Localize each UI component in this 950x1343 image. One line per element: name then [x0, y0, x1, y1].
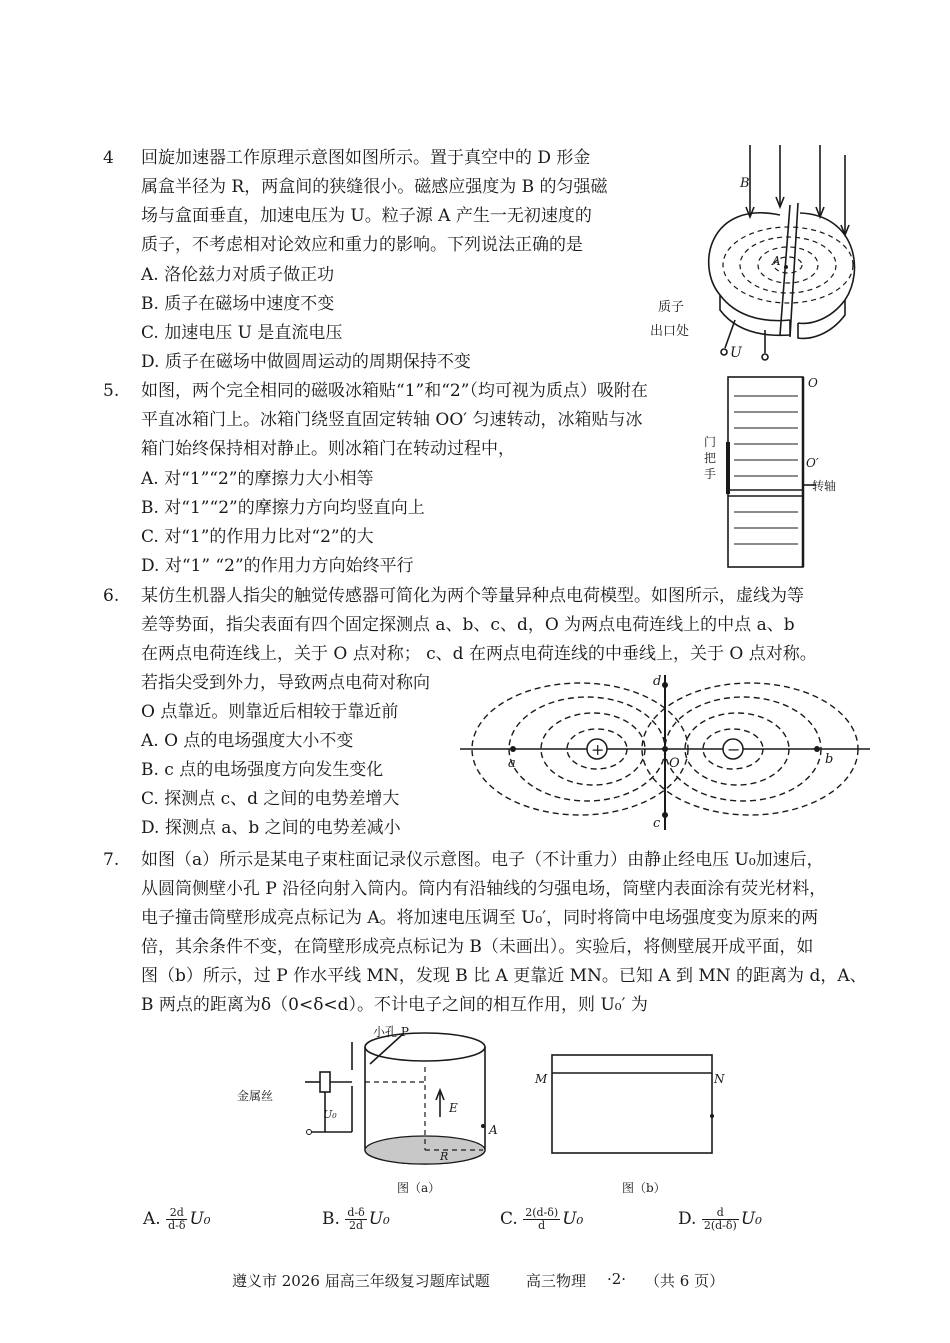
option-tail: U₀: [740, 1209, 762, 1229]
question-number: 5.: [103, 381, 120, 401]
question-text-line: 箱门始终保持相对静止。则冰箱门在转动过程中，: [141, 439, 515, 459]
cyclotron-figure: [640, 145, 880, 370]
option-d: [678, 1205, 762, 1233]
option-d: D. 质子在磁场中做圆周运动的周期保持不变: [141, 352, 471, 372]
question-text-line: 回旋加速器工作原理示意图如图所示。置于真空中的 D 形金: [141, 148, 591, 168]
denominator: 2d: [348, 1219, 364, 1232]
fraction: [523, 1207, 560, 1232]
label-axis: 转轴: [812, 479, 837, 493]
question-text-line: 质子，不考虑相对论效应和重力的影响。下列说法正确的是: [141, 235, 583, 255]
question-text-line: 电子撞击筒壁形成亮点标记为 A。将加速电压调至 U₀′，同时将筒中电场强度变为原来的两: [141, 908, 819, 928]
label-o: O: [669, 756, 680, 771]
label-a: a: [508, 756, 516, 771]
label-o: O: [808, 376, 818, 390]
question-text-line: 某仿生机器人指尖的触觉传感器可简化为两个等量异种点电荷模型。如图所示，虚线为等: [141, 586, 804, 606]
option-letter: A.: [143, 1209, 161, 1229]
label-exit: 出口处: [650, 324, 690, 339]
option-c: C. 加速电压 U 是直流电压: [141, 323, 343, 343]
question-number: 4: [103, 148, 114, 168]
question-text-line: 图（b）所示，过 P 作水平线 MN，发现 B 比 A 更靠近 MN。已知 A 到 MN 的距离为 d，A、: [141, 966, 867, 986]
question-text-line: 从圆筒侧壁小孔 P 沿径向射入筒内。筒内有沿轴线的匀强电场，筒壁内表面涂有荧光材料，: [141, 879, 827, 899]
question-text-line: O 点靠近。则靠近后相较于靠近前: [141, 702, 399, 722]
option-c: C. 对“1”的作用力比对“2”的大: [141, 527, 374, 547]
label-hole: 小孔 P: [373, 1025, 409, 1039]
option-letter: C.: [500, 1209, 518, 1229]
fraction: [702, 1207, 739, 1232]
option-a: [143, 1205, 211, 1233]
caption-b: 图（b）: [622, 1181, 666, 1195]
question-number: 7.: [103, 850, 120, 870]
option-d: D. 对“1” “2”的作用力方向始终平行: [141, 556, 414, 576]
footer-page: ·2·: [607, 1270, 627, 1288]
minus-charge: −: [727, 740, 741, 759]
question-text-line: 平直冰箱门上。冰箱门绕竖直固定转轴 OO′ 匀速转动，冰箱贴与冰: [141, 410, 643, 430]
footer-subject: 高三物理: [526, 1272, 587, 1290]
dipole-figure: [455, 665, 875, 837]
label-exit: 质子: [658, 300, 685, 315]
label-a: A: [489, 1123, 498, 1137]
numerator: d: [702, 1207, 739, 1220]
question-text-line: 倍，其余条件不变，在筒壁形成亮点标记为 B（未画出）。实验后，将侧壁展开成平面，如: [141, 937, 814, 957]
label-u: U: [730, 345, 742, 361]
label-a: A: [772, 254, 781, 268]
denominator: d: [538, 1219, 546, 1232]
question-text-line: 若指尖受到外力，导致两点电荷对称向: [141, 673, 430, 693]
denominator: 2(d-δ): [703, 1219, 737, 1232]
label-e: E: [449, 1101, 458, 1115]
fraction: [166, 1207, 187, 1232]
option-d: D. 探测点 a、b 之间的电势差减小: [141, 818, 401, 838]
label-r: R: [440, 1150, 449, 1163]
option-c: C. 探测点 c、d 之间的电势差增大: [141, 789, 400, 809]
option-b: B. 质子在磁场中速度不变: [141, 294, 335, 314]
option-tail: U₀: [189, 1209, 211, 1229]
option-b: B. 对“1”“2”的摩擦力方向均竖直向上: [141, 498, 425, 518]
question-text-line: 差等势面，指尖表面有四个固定探测点 a、b、c、d，O 为两点电荷连线上的中点 a、b: [141, 615, 795, 635]
option-tail: U₀: [368, 1209, 390, 1229]
question-text-line: 在两点电荷连线上，关于 O 点对称； c、d 在两点电荷连线的中垂线上，关于 O 点对称。: [141, 644, 817, 664]
footer-total: （共 6 页）: [645, 1272, 725, 1290]
label-handle: 手: [704, 467, 717, 481]
fraction: [345, 1207, 366, 1232]
unrolled-wall-figure: [530, 1040, 730, 1200]
option-letter: B.: [322, 1209, 340, 1229]
question-text-line: 属盒半径为 R，两盒间的狭缝很小。磁感应强度为 B 的匀强磁: [141, 177, 608, 197]
label-d: d: [653, 674, 662, 689]
option-a: A. 对“1”“2”的摩擦力大小相等: [141, 469, 374, 489]
cylinder-recorder-figure: [225, 1022, 515, 1202]
label-o-prime: O′: [806, 456, 819, 470]
numerator: 2(d-δ): [525, 1206, 559, 1219]
fridge-door-figure: [700, 372, 850, 572]
label-handle: 门: [704, 435, 717, 449]
label-b: B: [740, 176, 750, 191]
question-text-line: B 两点的距离为δ（0<δ<d）。不计电子之间的相互作用，则 U₀′ 为: [141, 995, 648, 1015]
caption-a: 图（a）: [397, 1181, 441, 1195]
label-handle: 把: [704, 451, 717, 465]
option-tail: U₀: [562, 1209, 584, 1229]
option-letter: D.: [678, 1209, 697, 1229]
option-b: [322, 1205, 390, 1233]
question-text-line: 如图，两个完全相同的磁吸冰箱贴“1”和“2”（均可视为质点）吸附在: [141, 381, 648, 401]
question-number: 6.: [103, 586, 120, 606]
label-wire: 金属丝: [237, 1089, 274, 1103]
option-a: A. 洛伦兹力对质子做正功: [141, 265, 335, 285]
footer-exam: 遵义市 2026 届高三年级复习题库试题: [232, 1272, 490, 1290]
label-b: b: [825, 752, 834, 767]
numerator: d-δ: [347, 1206, 365, 1219]
plus-charge: +: [591, 740, 605, 759]
question-text-line: 如图（a）所示是某电子束柱面记录仪示意图。电子（不计重力）由静止经电压 U₀加速后，: [141, 850, 824, 870]
label-c: c: [653, 816, 661, 831]
label-m: M: [535, 1072, 548, 1086]
option-a: A. O 点的电场强度大小不变: [141, 731, 354, 751]
label-u0: U₀: [323, 1108, 337, 1121]
numerator: 2d: [166, 1207, 187, 1220]
option-b: B. c 点的电场强度方向发生变化: [141, 760, 384, 780]
question-text-line: 场与盒面垂直，加速电压为 U。粒子源 A 产生一无初速度的: [141, 206, 592, 226]
label-n: N: [714, 1072, 725, 1086]
option-c: [500, 1205, 583, 1233]
denominator: d-δ: [168, 1219, 186, 1232]
